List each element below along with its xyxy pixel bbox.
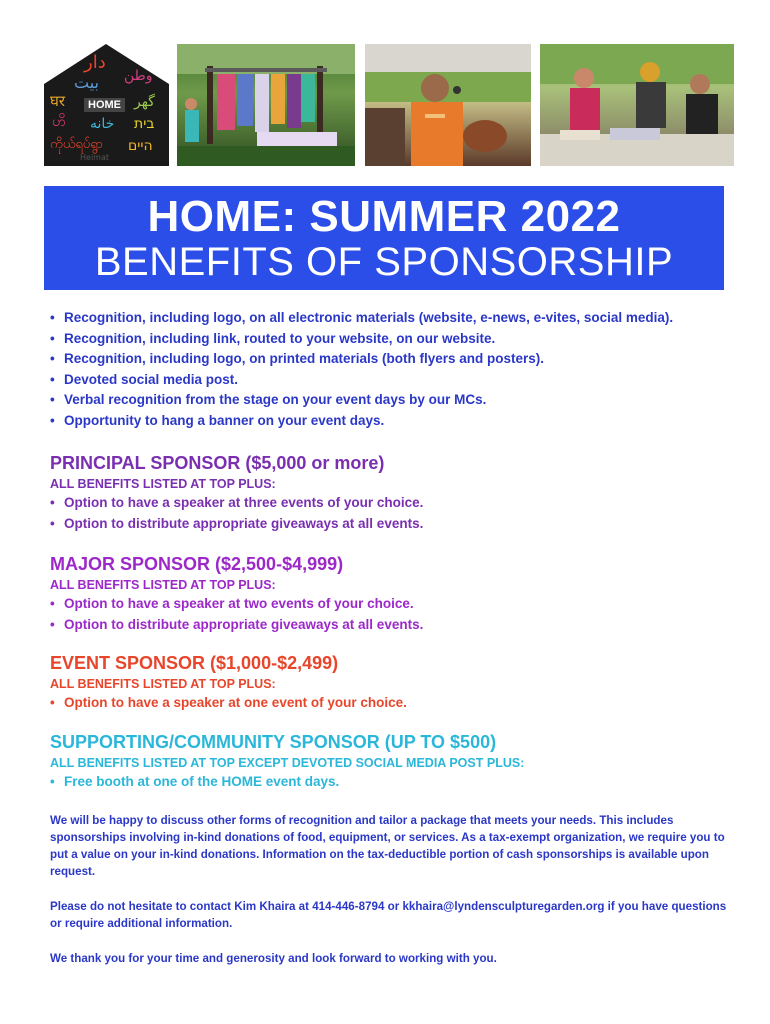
major-sponsor-section xyxy=(50,552,730,635)
event-sponsor-title: EVENT SPONSOR ($1,000-$2,499) xyxy=(50,653,339,673)
supporting-sponsor-section xyxy=(50,730,730,793)
principal-benefit-item: • Option to have a speaker at three events of your choice. xyxy=(50,493,730,514)
benefit-item: • Recognition, including logo, on printed materials (both flyers and posters). xyxy=(50,349,730,370)
contact-paragraph: Please do not hesitate to contact Kim Khaira at 414-446-8794 or kkhaira@lyndensculpturegarden.org if you have questions or require additional information. xyxy=(50,900,727,930)
major-sponsor-subtitle: ALL BENEFITS LISTED AT TOP PLUS: xyxy=(50,578,276,592)
svg-text:ကိုယ်ရပ်ရွာ: ကိုယ်ရပ်ရွာ xyxy=(50,137,104,152)
in-kind-paragraph: We will be happy to discuss other forms of recognition and tailor a package that meets your needs. This includes sponsorships involving in-kind donations of food, equipment, or services. As a tax-exempt organization, we require you to put a value on your in-kind donations. Information on the tax-deductible portion of cash sponsorships is available upon request. xyxy=(50,814,725,878)
major-sponsor-title: MAJOR SPONSOR ($2,500-$4,999) xyxy=(50,554,344,574)
svg-text:دار: دار xyxy=(84,52,106,73)
benefit-item: • Recognition, including link, routed to your website, on our website. xyxy=(50,329,730,350)
svg-text:بيت: بيت xyxy=(74,73,99,92)
home-logo-label: HOME xyxy=(84,98,125,112)
supporting-sponsor-subtitle: ALL BENEFITS LISTED AT TOP EXCEPT DEVOTED SOCIAL MEDIA POST PLUS: xyxy=(50,755,525,770)
svg-text:ဟိ: ဟိ xyxy=(52,114,66,130)
benefit-item: • Recognition, including logo, on all electronic materials (website, e-news, e-vites, social media). xyxy=(50,308,730,329)
svg-text:گهر: گهر xyxy=(134,94,155,110)
event-sponsor-section xyxy=(50,651,730,714)
photo-row xyxy=(44,44,734,166)
svg-text:وطن: وطن xyxy=(124,68,153,84)
svg-text:היים: היים xyxy=(128,138,153,154)
thank-you-paragraph: We thank you for your time and generosity and look forward to working with you. xyxy=(50,952,497,965)
vendor-booth-photo xyxy=(540,44,734,166)
main-content xyxy=(50,308,730,967)
event-benefit-item: • Option to have a speaker at one event of your choice. xyxy=(50,693,730,714)
svg-text:خانه: خانه xyxy=(90,116,115,132)
benefit-item: • Verbal recognition from the stage on your event days by our MCs. xyxy=(50,390,730,411)
title-banner xyxy=(44,186,724,290)
singer-photo xyxy=(365,44,531,166)
benefit-item: • Devoted social media post. xyxy=(50,370,730,391)
benefit-item: • Opportunity to hang a banner on your event days. xyxy=(50,411,730,432)
principal-sponsor-section xyxy=(50,451,730,534)
svg-text:בית: בית xyxy=(134,116,155,132)
market-clothing-photo xyxy=(177,44,355,166)
svg-text:घर: घर xyxy=(50,92,66,110)
home-logo xyxy=(44,44,169,166)
page-title: HOME: SUMMER 2022 xyxy=(147,192,621,241)
supporting-sponsor-title: SUPPORTING/COMMUNITY SPONSOR (UP TO $500) xyxy=(50,731,497,752)
page-subtitle: BENEFITS OF SPONSORSHIP xyxy=(94,240,674,284)
svg-text:Heimat: Heimat xyxy=(80,153,109,162)
event-sponsor-subtitle: ALL BENEFITS LISTED AT TOP PLUS: xyxy=(50,677,276,691)
principal-benefit-item: • Option to distribute appropriate giveaways at all events. xyxy=(50,514,730,535)
major-benefit-item: • Option to distribute appropriate giveaways at all events. xyxy=(50,615,730,636)
benefits-list xyxy=(50,308,730,431)
principal-sponsor-title: PRINCIPAL SPONSOR ($5,000 or more) xyxy=(50,453,385,473)
principal-sponsor-subtitle: ALL BENEFITS LISTED AT TOP PLUS: xyxy=(50,477,276,491)
supporting-benefit-item: • Free booth at one of the HOME event days. xyxy=(50,772,730,793)
major-benefit-item: • Option to have a speaker at two events of your choice. xyxy=(50,594,730,615)
